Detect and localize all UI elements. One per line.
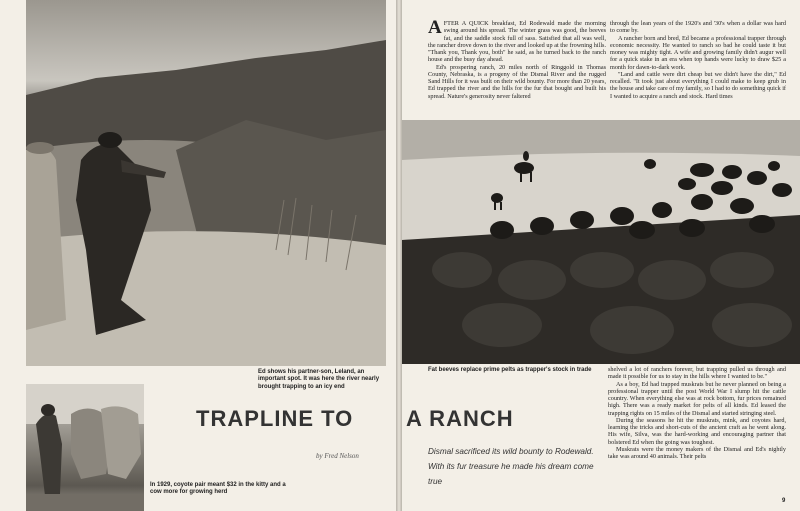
byline: by Fred Nelson xyxy=(316,452,359,460)
drop-cap: A xyxy=(428,17,442,38)
body-paragraph: A rancher born and bred, Ed became a professional trapper through economic necessity. He wanted to ranch so bad he could taste it but money was mighty tight. A wife and growing family didn't augur well for a quick stake in an era when top hands were lucky to draw $25 a month for dawn-to-dark work. xyxy=(610,34,786,71)
cattle-scene xyxy=(402,120,800,364)
page-number: 9 xyxy=(782,498,786,504)
article-title-left: TRAPLINE TO xyxy=(196,406,354,431)
hunters-photo xyxy=(26,0,386,366)
body-paragraph: Muskrats were the money makers of the Dismal and Ed's nightly take was around 40 animals. Their pelts xyxy=(608,445,786,460)
body-paragraph: through the lean years of the 1920's and '30's when a dollar was hard to come by. xyxy=(610,20,786,35)
hunters-scene xyxy=(26,0,386,366)
body-paragraph: Ed's prospering ranch, 20 miles north of Ringgold in Thomas County, Nebraska, is a progeny of the Dismal River and the rugged Sand Hills for it was built on their wild bounty. For more than 20 years, Ed trapped the river and the hills for the fur that bought and built his spread. Nature's generosity never faltered xyxy=(428,63,606,100)
body-column-top-left xyxy=(428,17,606,100)
article-deck: Dismal sacrificed its wild bounty to Rodewald. With its fur treasure he made his dream come true xyxy=(428,447,594,486)
coyotes-caption: In 1929, coyote pair meant $32 in the kitty and a cow more for growing herd xyxy=(150,482,286,496)
right-page xyxy=(402,0,800,511)
body-paragraph: During the seasons he hit the muskrats, mink, and coyotes hard, learning the tricks and short-cuts of the ancient craft as he went along. His wife, Silva, was the hard-working and encouraging partner that bolstered Ed when the going was toughest. xyxy=(608,416,786,446)
left-page xyxy=(0,0,396,511)
coyotes-photo xyxy=(26,384,144,511)
cattle-caption: Fat beeves replace prime pelts as trapper's stock in trade xyxy=(428,367,592,373)
body-paragraph: shelved a lot of ranchers forever, but trapping pulled us through and made it possible for us to stay in the hills where I wanted to be." xyxy=(608,366,786,381)
coyotes-scene xyxy=(26,384,144,511)
hunters-caption: Ed shows his partner-son, Leland, an important spot. It was here the river nearly brought trapping to an icy end xyxy=(258,369,380,390)
cattle-photo xyxy=(402,120,800,364)
body-paragraph: "Land and cattle were dirt cheap but we didn't have the dirt," Ed recalled. "It took just about everything I could make to keep grub in the house and take care of my family, so I had to do something quick if I wanted to acquire a ranch and stock. Hard times xyxy=(610,70,786,100)
body-paragraph: As a boy, Ed had trapped muskrats but he never planned on being a professional trapper until the post World War I slump hit the cattle country. When everything else was at rock bottom, fur prices remained high. There was a ready market for pelts of all kinds. Ed leased the trapping rights on 15 miles of the Dismal and started stringing steel. xyxy=(608,380,786,417)
article-title-right: A RANCH xyxy=(406,406,514,431)
body-paragraph: AFTER A QUICK breakfast, Ed Rodewald made the morning swing around his spread. The winter grass was good, the beeves fat, and the saddle stock full of sass. Satisfied that all was well, the rancher drove down to the river and looked up at the frowning hills. "Thank you, Thank you, both" he said, as he turned back to the ranch house and the busy day ahead. xyxy=(428,17,606,64)
body-column-top-right xyxy=(610,20,786,100)
body-column-bottom xyxy=(608,366,786,460)
